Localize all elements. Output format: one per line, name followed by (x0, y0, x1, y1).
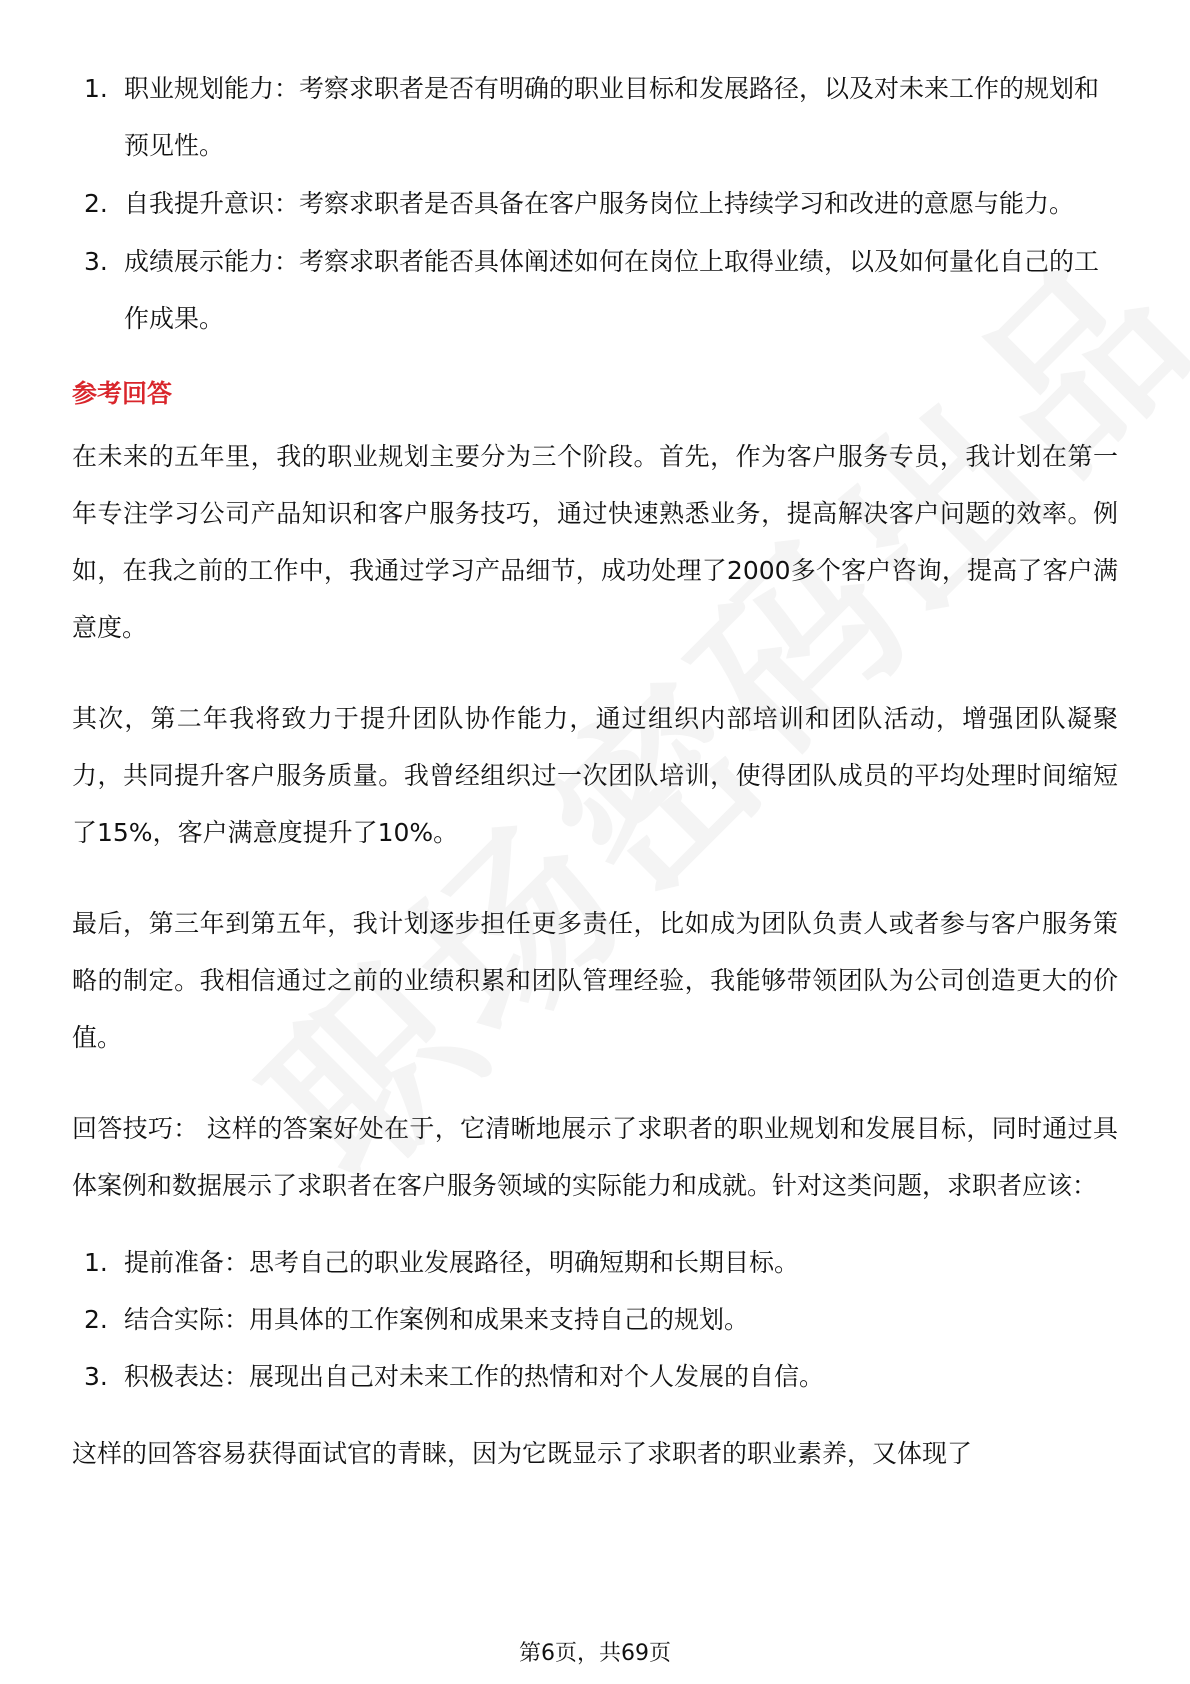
page-number-footer: 第6页，共69页 (519, 1641, 671, 1666)
document-body (72, 60, 1118, 1507)
list-item-number: 2. (84, 189, 108, 218)
list-item-text: 自我提升意识：考察求职者是否具备在客户服务岗位上持续学习和改进的意愿与能力。 (124, 189, 1075, 218)
answer-paragraph-3: 最后，第三年到第五年，我计划逐步担任更多责任，比如成为团队负责人或者参与客户服务策略的制定。我相信通过之前的业绩积累和团队管理经验，我能够带领团队为公司创造更大的价值。 (72, 909, 1118, 1052)
answer-paragraph-1: 在未来的五年里，我的职业规划主要分为三个阶段。首先，作为客户服务专员，我计划在第一年专注学习公司产品知识和客户服务技巧，通过快速熟悉业务，提高解决客户问题的效率。例如，在我之前的工作中，我通过学习产品细节，成功处理了2000多个客户咨询，提高了客户满意度。 (72, 442, 1118, 642)
list-item (72, 1291, 1118, 1348)
list-item-number: 3. (84, 247, 108, 276)
closing-paragraph: 这样的回答容易获得面试官的青睐，因为它既显示了求职者的职业素养，又体现了 (72, 1439, 973, 1468)
section-heading: 参考回答 (72, 379, 173, 408)
list-item-number: 1. (84, 74, 108, 103)
list-item (72, 60, 1118, 174)
list-item-text: 职业规划能力：考察求职者是否有明确的职业目标和发展路径，以及对未来工作的规划和预见性。 (124, 74, 1100, 160)
list-item (72, 233, 1118, 347)
tips-list (72, 1234, 1118, 1405)
list-item-number: 3. (84, 1362, 108, 1391)
list-item-text: 积极表达：展现出自己对未来工作的热情和对个人发展的自信。 (124, 1362, 825, 1391)
list-item (72, 175, 1118, 232)
list-item-number: 2. (84, 1305, 108, 1334)
list-item-number: 1. (84, 1248, 108, 1277)
list-item-text: 成绩展示能力：考察求职者能否具体阐述如何在岗位上取得业绩，以及如何量化自己的工作成果。 (124, 247, 1100, 333)
list-item (72, 1348, 1118, 1405)
answer-tips-paragraph: 回答技巧： 这样的答案好处在于，它清晰地展示了求职者的职业规划和发展目标，同时通过具体案例和数据展示了求职者在客户服务领域的实际能力和成就。针对这类问题，求职者应该： (72, 1114, 1118, 1200)
evaluation-criteria-list (72, 60, 1118, 347)
list-item (72, 1234, 1118, 1291)
list-item-text: 结合实际：用具体的工作案例和成果来支持自己的规划。 (124, 1305, 750, 1334)
list-item-text: 提前准备：思考自己的职业发展路径，明确短期和长期目标。 (124, 1248, 800, 1277)
answer-paragraph-2: 其次，第二年我将致力于提升团队协作能力，通过组织内部培训和团队活动，增强团队凝聚力，共同提升客户服务质量。我曾经组织过一次团队培训，使得团队成员的平均处理时间缩短了15%，客户满意度提升了10%。 (72, 704, 1118, 847)
